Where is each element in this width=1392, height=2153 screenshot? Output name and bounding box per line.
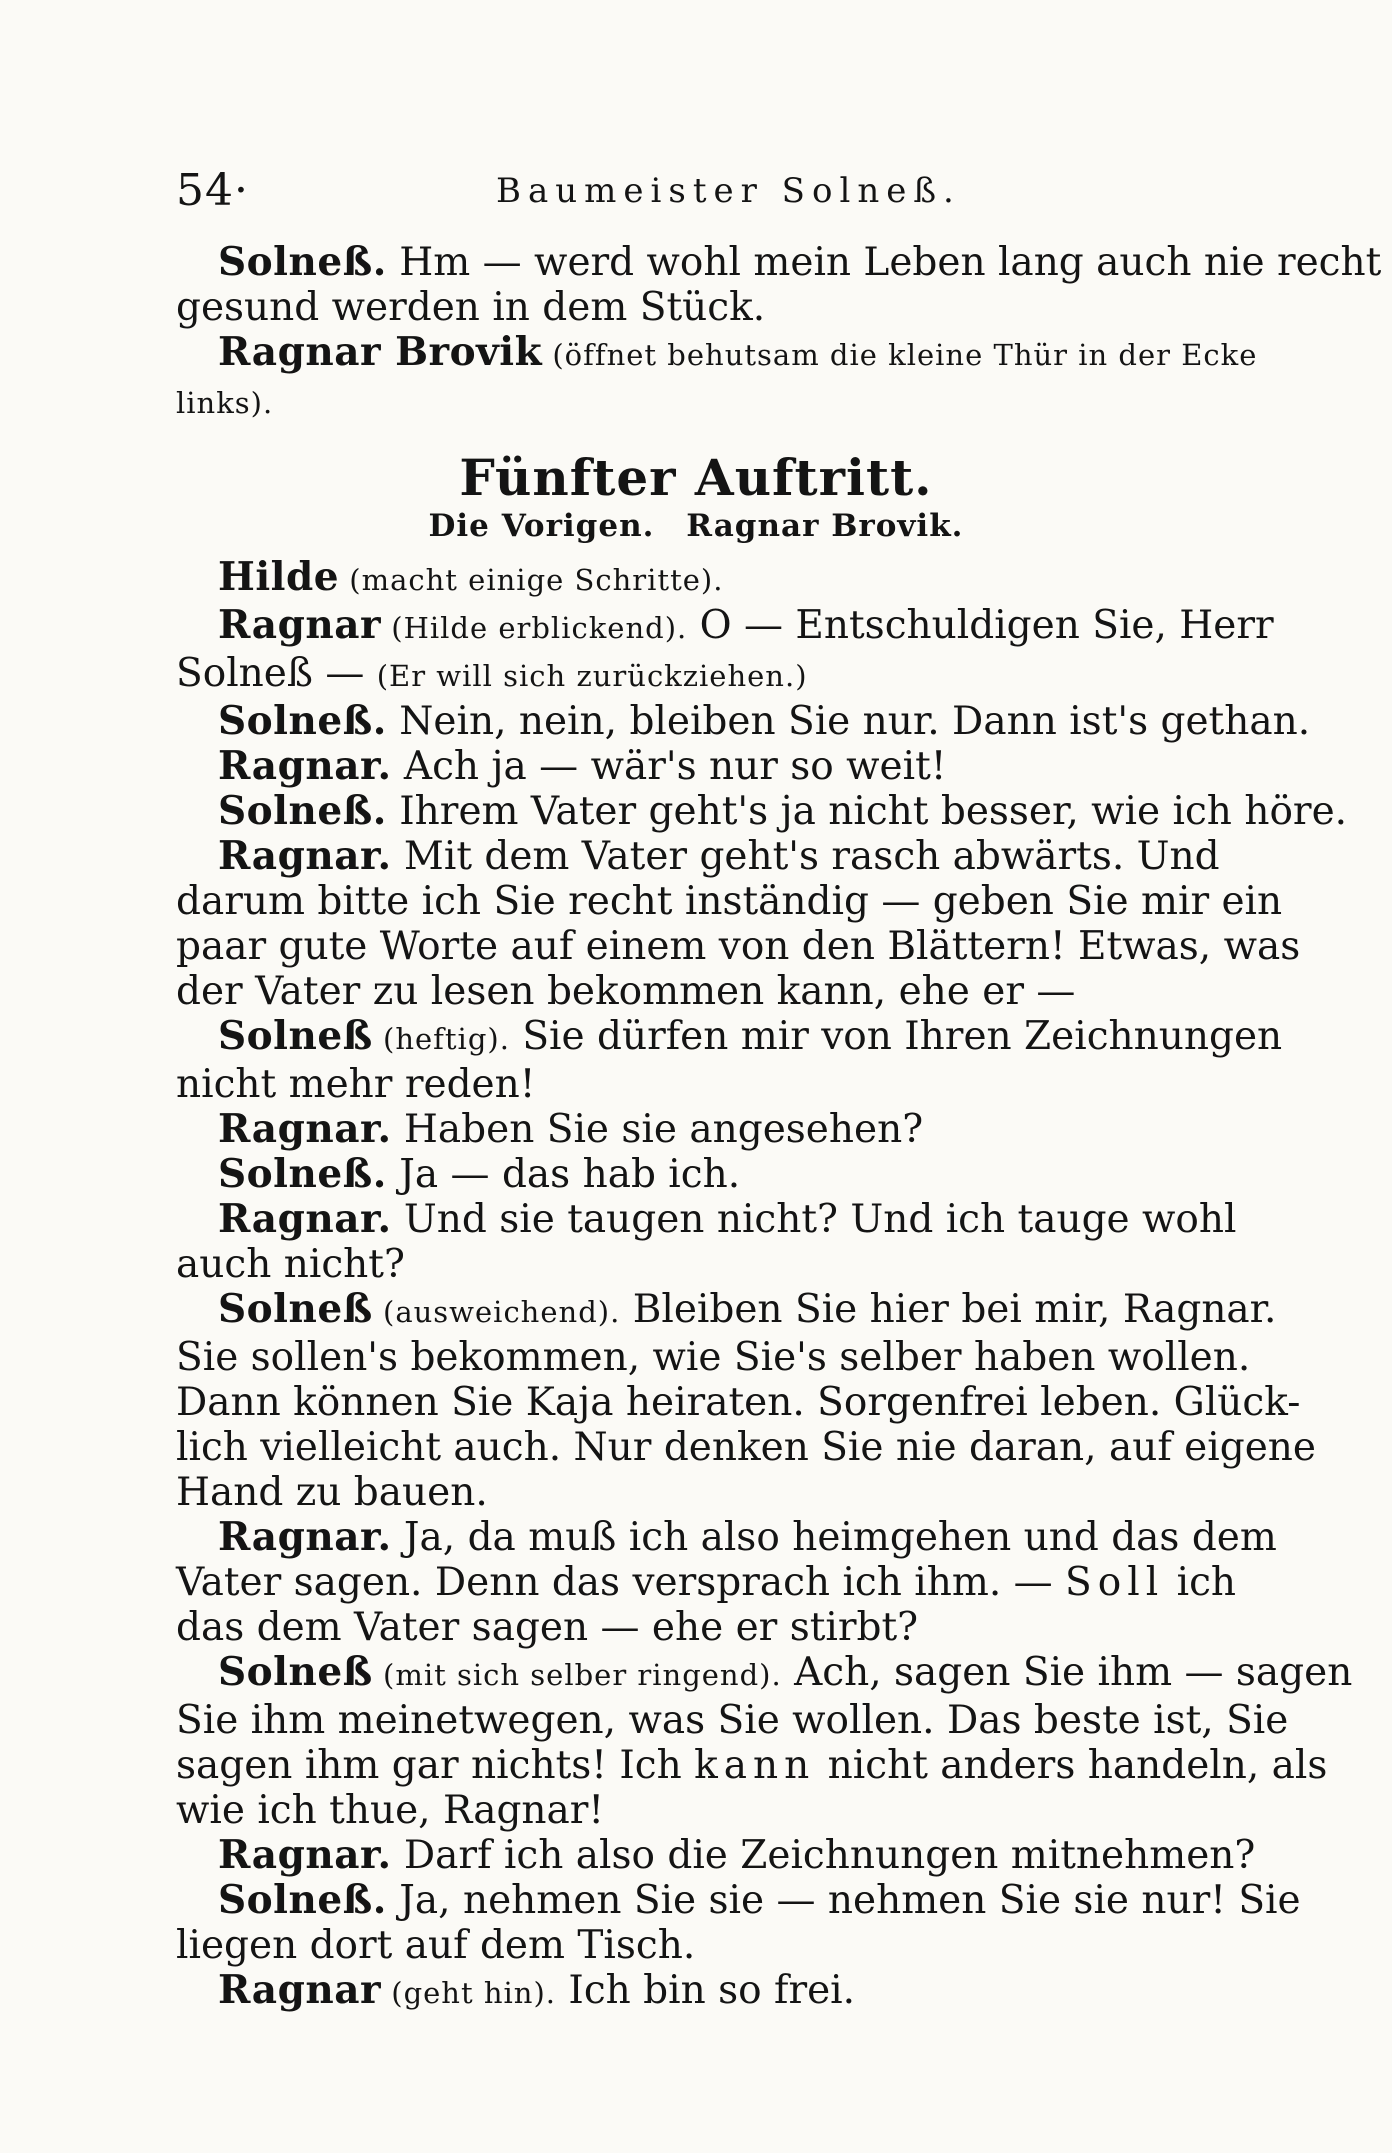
stage-direction: (geht hin). <box>381 1976 557 2010</box>
speaker-name: Ragnar. <box>218 1832 392 1878</box>
text-line <box>176 1743 1328 1788</box>
text-line <box>176 1649 1353 1698</box>
text-line <box>176 1013 1283 1062</box>
speech-text: Mit dem Vater geht's rasch abwärts. Und <box>391 834 1220 879</box>
stage-direction: (mit sich selber ringend). <box>372 1658 782 1692</box>
speaker-name: Solneß <box>218 1649 373 1695</box>
text-line <box>176 1335 1276 1380</box>
speaker-name: Hilde <box>218 554 340 600</box>
text-line <box>176 1380 1301 1425</box>
text-line <box>176 330 1276 378</box>
speaker-name: Solneß. <box>218 1877 387 1923</box>
text-line <box>176 1197 1276 1242</box>
text-line <box>176 788 1348 834</box>
speech-text: gesund werden in dem Stück. <box>176 285 766 330</box>
text-line <box>176 555 1276 603</box>
speech-text: Ich bin so frei. <box>556 1968 856 2013</box>
page-number: 54· <box>176 165 249 216</box>
speech-text: Ihrem Vater geht's ja nicht besser, wie ich höre. <box>386 789 1348 834</box>
text-line <box>176 834 1276 879</box>
person-entry: Die Vorigen. <box>428 508 655 544</box>
text-line <box>176 924 1301 969</box>
speech-text: paar gute Worte auf einem von den Blättern! Etwas, was <box>176 924 1301 969</box>
text-line <box>176 239 1382 285</box>
stage-direction: (öffnet behutsam die kleine Thür in der Ecke <box>542 338 1258 372</box>
emphasized-word: Soll <box>1065 1560 1165 1605</box>
speech-text: Darf ich also die Zeichnungen mitnehmen? <box>391 1833 1256 1878</box>
stage-direction: (Hilde erblickend). <box>381 611 688 645</box>
speech-text: darum bitte ich Sie recht inständig — geben Sie mir ein <box>176 879 1283 924</box>
stage-direction: links). <box>176 386 274 420</box>
speech-text: Solneß — <box>176 651 377 696</box>
speech-text: Hand zu bauen. <box>176 1470 488 1515</box>
text-line <box>176 1788 1276 1833</box>
speech-text: Ach, sagen Sie ihm — sagen <box>781 1650 1353 1695</box>
text-line <box>176 1560 1276 1605</box>
text-line <box>176 1062 1276 1107</box>
text-line <box>176 1107 1276 1152</box>
text-line <box>176 1605 1276 1650</box>
text-line <box>176 698 1311 744</box>
text-line <box>176 1968 1276 2016</box>
speech-text: Ja, da muß ich also heimgehen und das dem <box>391 1515 1277 1560</box>
speaker-name: Solneß. <box>218 239 387 285</box>
text-line <box>176 1698 1289 1743</box>
speech-text: Bleiben Sie hier bei mir, Ragnar. <box>620 1287 1277 1332</box>
text-line <box>176 378 1276 426</box>
speaker-name: Ragnar Brovik <box>218 329 543 375</box>
speech-text: Ja, nehmen Sie sie — nehmen Sie sie nur! Sie <box>386 1878 1301 1923</box>
speech-text: Haben Sie sie angesehen? <box>391 1107 924 1152</box>
stage-direction: (Er will sich zurückziehen.) <box>376 659 808 693</box>
text-line <box>176 1877 1301 1923</box>
speaker-name: Solneß. <box>218 1151 387 1197</box>
person-entry: Ragnar Brovik. <box>686 508 964 544</box>
speech-text: Sie ihm meinetwegen, was Sie wollen. Das beste ist, Sie <box>176 1698 1289 1743</box>
speech-text: Und sie taugen nicht? Und ich tauge wohl <box>391 1197 1237 1242</box>
text-line <box>176 744 1276 789</box>
speech-text: Ach ja — wär's nur so weit! <box>391 744 947 789</box>
speech-text: auch nicht? <box>176 1242 405 1287</box>
speech-text: Nein, nein, bleiben Sie nur. Dann ist's gethan. <box>386 699 1311 744</box>
speech-text: Ja — das hab ich. <box>386 1152 741 1197</box>
speech-text: der Vater zu lesen bekommen kann, ehe er — <box>176 969 1076 1014</box>
speaker-name: Solneß <box>218 1286 373 1332</box>
speaker-name: Solneß. <box>218 698 387 744</box>
text-line <box>176 651 1276 699</box>
speech-text: Sie dürfen mir von Ihren Zeichnungen <box>509 1014 1283 1059</box>
stage-direction: (ausweichend). <box>372 1295 621 1329</box>
speech-text: ich <box>1164 1560 1237 1605</box>
speech-text: Dann können Sie Kaja heiraten. Sorgenfrei leben. Glück- <box>176 1380 1301 1425</box>
speaker-name: Solneß. <box>218 788 387 834</box>
text-line <box>176 1425 1316 1470</box>
speech-text: O — Entschuldigen Sie, Herr <box>687 603 1274 648</box>
speaker-name: Solneß <box>218 1013 373 1059</box>
speech-text: sagen ihm gar nichts! Ich <box>176 1743 695 1788</box>
speaker-name: Ragnar. <box>218 1106 392 1152</box>
emphasized-word: kann <box>694 1743 816 1788</box>
speaker-name: Ragnar. <box>218 833 392 879</box>
speaker-name: Ragnar. <box>218 1196 392 1242</box>
text-line <box>176 1287 1276 1335</box>
text-line <box>176 603 1276 651</box>
scene-title: Fünfter Auftritt. <box>459 448 933 507</box>
text-line <box>176 879 1283 924</box>
text-line <box>176 285 1276 330</box>
speech-text: Sie sollen's bekommen, wie Sie's selber haben wollen. <box>176 1335 1251 1380</box>
speech-text: liegen dort auf dem Tisch. <box>176 1923 696 1968</box>
text-line <box>176 1152 1276 1197</box>
stage-direction: (macht einige Schritte). <box>339 563 724 597</box>
text-line <box>176 1242 1276 1287</box>
page-header <box>176 165 1276 225</box>
speech-text: nicht anders handeln, als <box>815 1743 1328 1788</box>
dialog-block <box>176 554 1353 2016</box>
speech-text: lich vielleicht auch. Nur denken Sie nie daran, auf eigene <box>176 1425 1316 1470</box>
text-line <box>176 1470 1276 1515</box>
speaker-name: Ragnar <box>218 1967 382 2013</box>
speech-text: Vater sagen. Denn das versprach ich ihm. — <box>176 1560 1066 1605</box>
speaker-name: Ragnar <box>218 602 382 648</box>
text-line <box>176 969 1276 1014</box>
speech-text: das dem Vater sagen — ehe er stirbt? <box>176 1605 919 1650</box>
text-line <box>176 1515 1276 1560</box>
text-line <box>176 1833 1276 1878</box>
opening-lines <box>176 239 1382 426</box>
speech-text: wie ich thue, Ragnar! <box>176 1788 605 1833</box>
running-title: Baumeister Solneß. <box>496 171 961 211</box>
speech-text: nicht mehr reden! <box>176 1062 536 1107</box>
speaker-name: Ragnar. <box>218 1514 392 1560</box>
scene-persons <box>0 508 1392 544</box>
stage-direction: (heftig). <box>372 1022 510 1056</box>
speaker-name: Ragnar. <box>218 743 392 789</box>
speech-text: Hm — werd wohl mein Leben lang auch nie recht <box>386 240 1382 285</box>
text-line <box>176 1923 1276 1968</box>
